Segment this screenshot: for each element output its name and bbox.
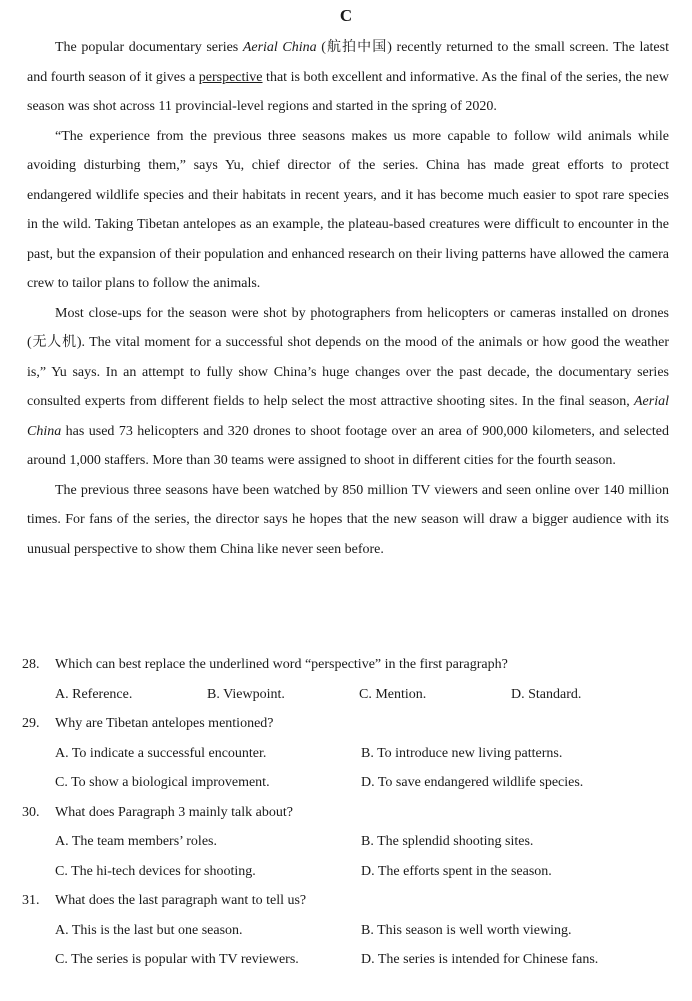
question-number: 31. xyxy=(22,893,40,908)
option-d: D. The efforts spent in the season. xyxy=(361,863,552,879)
option-d: D. To save endangered wildlife species. xyxy=(361,775,584,790)
paragraph-2: “The experience from the previous three seasons makes us more capable to follow wild animals while avoiding disturbing them,” says Yu, chief director of the series. China has made great efforts to protect endangered wildlife species and their habitats in recent years, and it has become much easier to spot rare species in the wild. Taking Tibetan antelopes as an example, the plateau-based creatures were difficult to encounter in the past, but the expansion of their population and enhanced research on their living patterns have allowed the camera crew to tailor plans to follow the animals. xyxy=(27,128,669,291)
option-d: D. The series is intended for Chinese fans. xyxy=(361,952,599,967)
option-b: B. The splendid shooting sites. xyxy=(361,834,534,849)
paragraph-3 xyxy=(27,299,669,476)
option-b: B. This season is well worth viewing. xyxy=(361,922,572,938)
p1-series-title: Aerial China xyxy=(242,40,317,55)
underlined-word: perspective xyxy=(198,69,263,85)
p3-text-a: Most close-ups for the season were shot by photographers from helicopters or cameras installed on drones (无人机). The vital moment for a successful shot depends on the mood of the animals or how good the weather is,” Yu says. In an attempt to fully show China’s huge changes over the past decade, the documentary series consulted experts from different fields to help select the most attractive shooting sites. In the final season, xyxy=(27,305,669,409)
section-label: C xyxy=(339,6,353,25)
paragraph-4: The previous three seasons have been watched by 850 million TV viewers and seen online over 140 million times. For fans of the series, the director says he hopes that the new season will draw a bigger audience with its unusual perspective to show them China like never seen before. xyxy=(27,482,669,557)
option-a: A. To indicate a successful encounter. xyxy=(55,745,267,761)
question-29 xyxy=(22,709,672,798)
option-c: C. The series is popular with TV reviewers. xyxy=(55,952,299,967)
question-number: 30. xyxy=(22,804,40,820)
question-31 xyxy=(22,886,672,975)
option-b: B. To introduce new living patterns. xyxy=(361,745,563,761)
p1-text-b: (航拍中国) recently returned to the small screen. The latest and fourth season of it gives a xyxy=(27,40,669,85)
question-list xyxy=(22,650,672,975)
option-d: D. Standard. xyxy=(511,686,582,702)
question-30 xyxy=(22,798,672,887)
option-a: A. The team members’ roles. xyxy=(55,834,217,849)
option-c: C. The hi-tech devices for shooting. xyxy=(55,863,256,879)
p3-series-title: Aerial China xyxy=(27,394,669,439)
p3-text-b: has used 73 helicopters and 320 drones to shoot footage over an area of 900,000 kilometers, and selected around 1,000 staffers. More than 30 teams were assigned to shoot in different cities for the fourth season. xyxy=(27,423,669,468)
p1-text-a: The popular documentary series xyxy=(55,40,243,55)
question-number: 29. xyxy=(22,716,40,731)
paragraph-1 xyxy=(27,33,669,122)
question-stem: What does Paragraph 3 mainly talk about? xyxy=(55,804,293,820)
p1-text-c: that is both excellent and informative. As the final of the series, the new season was shot across 11 provincial-level regions and started in the spring of 2020. xyxy=(27,69,669,114)
question-stem: Why are Tibetan antelopes mentioned? xyxy=(55,716,274,731)
question-28 xyxy=(22,650,672,709)
question-number: 28. xyxy=(22,657,40,672)
option-a: A. This is the last but one season. xyxy=(55,922,243,938)
question-stem: Which can best replace the underlined word “perspective” in the first paragraph? xyxy=(55,657,508,672)
option-c: C. Mention. xyxy=(359,686,427,702)
option-c: C. To show a biological improvement. xyxy=(55,775,270,790)
option-b: B. Viewpoint. xyxy=(207,686,285,702)
question-stem: What does the last paragraph want to tell us? xyxy=(55,893,307,908)
reading-passage xyxy=(27,33,669,564)
option-a: A. Reference. xyxy=(55,686,133,702)
